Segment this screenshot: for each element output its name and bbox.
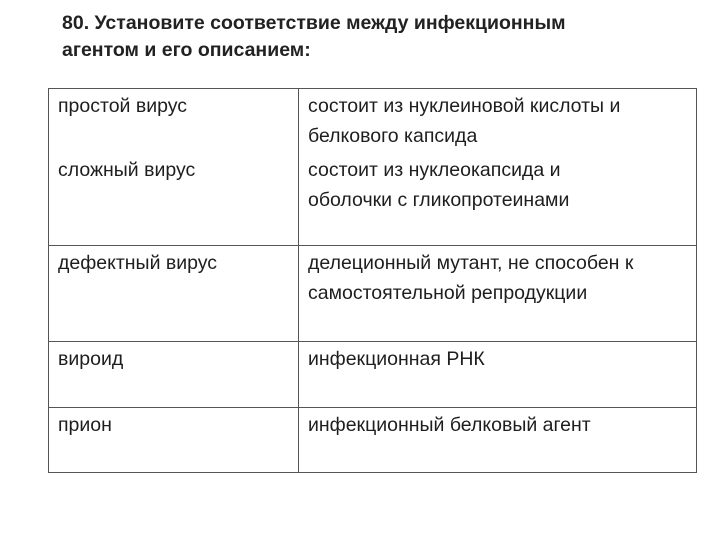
description-line-1: инфекционная РНК	[308, 348, 485, 370]
agent-name: вироид	[58, 348, 124, 370]
agent-cell	[49, 153, 299, 246]
description-line-1: инфекционный белковый агент	[308, 414, 591, 436]
description-line-1: делеционный мутант, не способен к	[308, 252, 634, 274]
agent-cell	[49, 89, 299, 154]
agent-name: сложный вирус	[58, 159, 196, 181]
description-cell	[299, 246, 697, 342]
agent-cell	[49, 342, 299, 408]
table-row	[49, 408, 697, 473]
question-title-line-2: агентом и его описанием:	[62, 39, 311, 61]
question-title-line-1: 80. Установите соответствие между инфекционным	[62, 12, 566, 34]
description-line-2: белкового капсида	[308, 125, 478, 147]
agent-name: дефектный вирус	[58, 252, 218, 274]
table-row	[49, 153, 697, 246]
matching-table	[48, 88, 697, 473]
agent-name: прион	[58, 414, 112, 436]
table-row	[49, 246, 697, 342]
description-cell	[299, 89, 697, 154]
description-cell	[299, 408, 697, 473]
agent-name: простой вирус	[58, 95, 188, 117]
agent-cell	[49, 246, 299, 342]
description-cell	[299, 342, 697, 408]
description-line-2: оболочки с гликопротеинами	[308, 189, 570, 211]
description-line-2: самостоятельной репродукции	[308, 282, 588, 304]
description-line-1: состоит из нуклеиновой кислоты и	[308, 95, 621, 117]
table-row	[49, 89, 697, 154]
table-row	[49, 342, 697, 408]
agent-cell	[49, 408, 299, 473]
description-line-1: состоит из нуклеокапсида и	[308, 159, 561, 181]
question-title	[62, 10, 682, 64]
description-cell	[299, 153, 697, 246]
